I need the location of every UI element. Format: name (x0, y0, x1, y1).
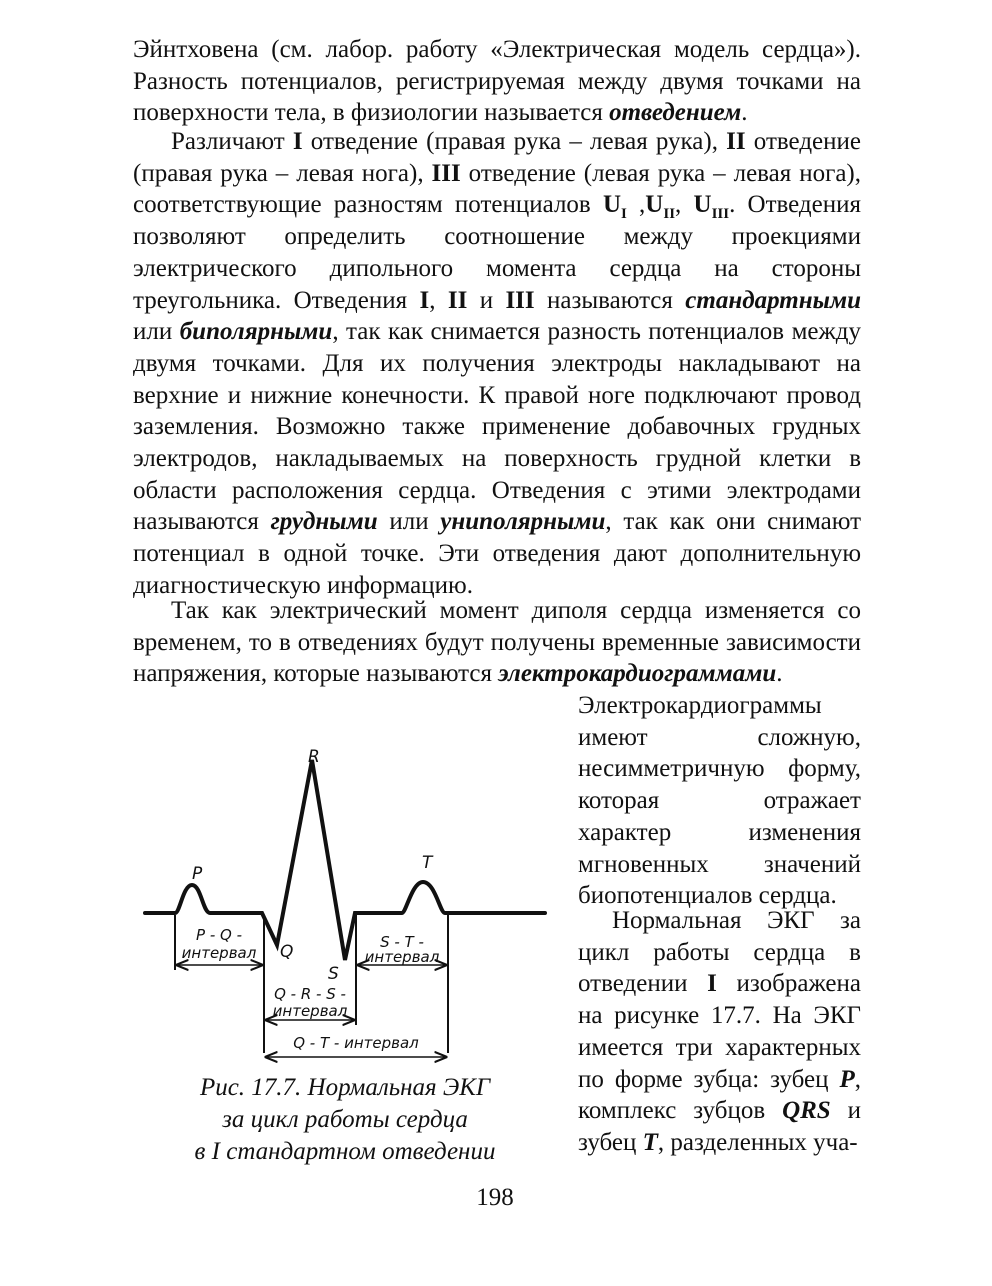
voltage-subscript: II (663, 206, 676, 223)
term-standard: стандартными (685, 286, 861, 314)
qrs-label-line1: Q - R - S - (274, 985, 346, 1003)
text-run: и (467, 286, 506, 314)
qrs-label-line2: интервал (272, 1002, 348, 1020)
label-p: P (192, 864, 203, 884)
text-run: Нормальная ЭКГ за цикл работы сердца в отведении (578, 907, 861, 998)
side-paragraph-2 (578, 905, 861, 1159)
text-run: Так как электрический момент диполя сердца изменяется со временем, то в отведениях будут получены временные зависимости напряжения, которые называются (133, 597, 861, 688)
caption-line: Рис. 17.7. Нормальная ЭКГ (199, 1074, 491, 1101)
voltage-subscript: I (621, 206, 627, 223)
text-run: и зубец (578, 1097, 861, 1156)
lead-number: II (726, 128, 746, 155)
term-otvedenie: отведением (609, 99, 742, 127)
qt-label: Q - T - интервал (293, 1034, 419, 1052)
label-t: T (422, 853, 433, 873)
voltage-symbol: U (645, 191, 664, 219)
qrs-term: QRS (782, 1097, 831, 1125)
text-run: Электрокардиограммы имеют сложную, несимметричную форму, которая отражает характер изменения мгновенных значений биопотенциалов сердца. (578, 692, 861, 910)
lead-number: I (419, 286, 430, 314)
text-run: , разделенных уча- (657, 1128, 858, 1156)
text-run: Различают (171, 128, 293, 155)
text-run: называются (534, 286, 686, 314)
lead-number: III (505, 286, 535, 314)
text-run: отведение (правая рука – левая рука), (302, 128, 727, 155)
paragraph-1 (133, 34, 861, 129)
ecg-diagram (140, 735, 550, 1075)
st-label-line2: интервал (364, 948, 440, 966)
term-unipolar: униполярными (440, 508, 606, 536)
voltage-symbol: U (693, 191, 712, 219)
side-paragraph-1 (578, 690, 861, 912)
pq-label-line2: интервал (181, 944, 257, 962)
lead-number: I (707, 970, 717, 998)
text-run: . (776, 660, 783, 688)
text-run: , (675, 191, 694, 219)
text-run: , так как они снимают потенциал в одной точке. Эти отведения дают дополнительную диагностическую информацию. (133, 508, 861, 599)
pq-label-line1: P - Q - (196, 926, 242, 944)
voltage-subscript: III (711, 206, 730, 223)
voltage-symbol: U (602, 191, 621, 219)
caption-line: за цикл работы сердца (222, 1106, 468, 1133)
term-bipolar: биполярными (179, 318, 333, 346)
caption-line: в I стандартном отведении (194, 1138, 496, 1165)
ecg-figure (140, 735, 550, 1075)
text-run: . (741, 99, 748, 127)
term-chest: грудными (270, 508, 378, 536)
term-ecg: электрокардиограммами (498, 660, 777, 688)
text-run: . Отведения позволяют определить соотношение между проекциями электрического дипольного момента сердца на стороны треугольника. Отведения (133, 191, 862, 314)
lead-number: II (447, 286, 468, 314)
text-run: Эйнтховена (см. лабор. работу «Электрическая модель сердца»). Разность потенциалов, регистрируемая между двумя точками на поверхности тела, в физиологии называется (133, 36, 861, 127)
text-run: или (377, 508, 441, 536)
text-run: , (429, 286, 448, 314)
text-run: отведение (правая рука – левая нога), (133, 128, 861, 187)
wave-t-term: T (642, 1128, 658, 1156)
text-run: , так как снимается разность потенциалов между двумя точками. Для их получения электроды накладывают на верхние и нижние конечности. К правой ноге подключают провод заземления. Возможно также применение добавочных грудных электродов, накладываемых на поверхность грудной клетки в области расположения сердца. Отведения с этими электродами называются (133, 318, 861, 536)
text-run: , (626, 191, 646, 219)
text-run: отведение (левая рука – левая нога), соответствующие разностям потенциалов (133, 159, 861, 219)
lead-number: I (292, 128, 303, 155)
st-label-line1: S - T - (380, 933, 424, 951)
lead-number: III (431, 159, 461, 187)
label-q: Q (280, 942, 294, 962)
text-run: или (133, 318, 180, 346)
text-run: изображена на рисунке 17.7. На ЭКГ имеется три характерных по форме зубца: зубец (578, 970, 861, 1093)
label-s: S (328, 964, 339, 984)
paragraph-2 (133, 126, 861, 602)
figure-caption (150, 1072, 540, 1168)
text-run: , комплекс зубцов (578, 1065, 861, 1125)
label-r: R (308, 747, 320, 767)
wave-p-term: P (839, 1065, 855, 1093)
page-number: 198 (476, 1184, 514, 1211)
paragraph-3 (133, 595, 861, 690)
